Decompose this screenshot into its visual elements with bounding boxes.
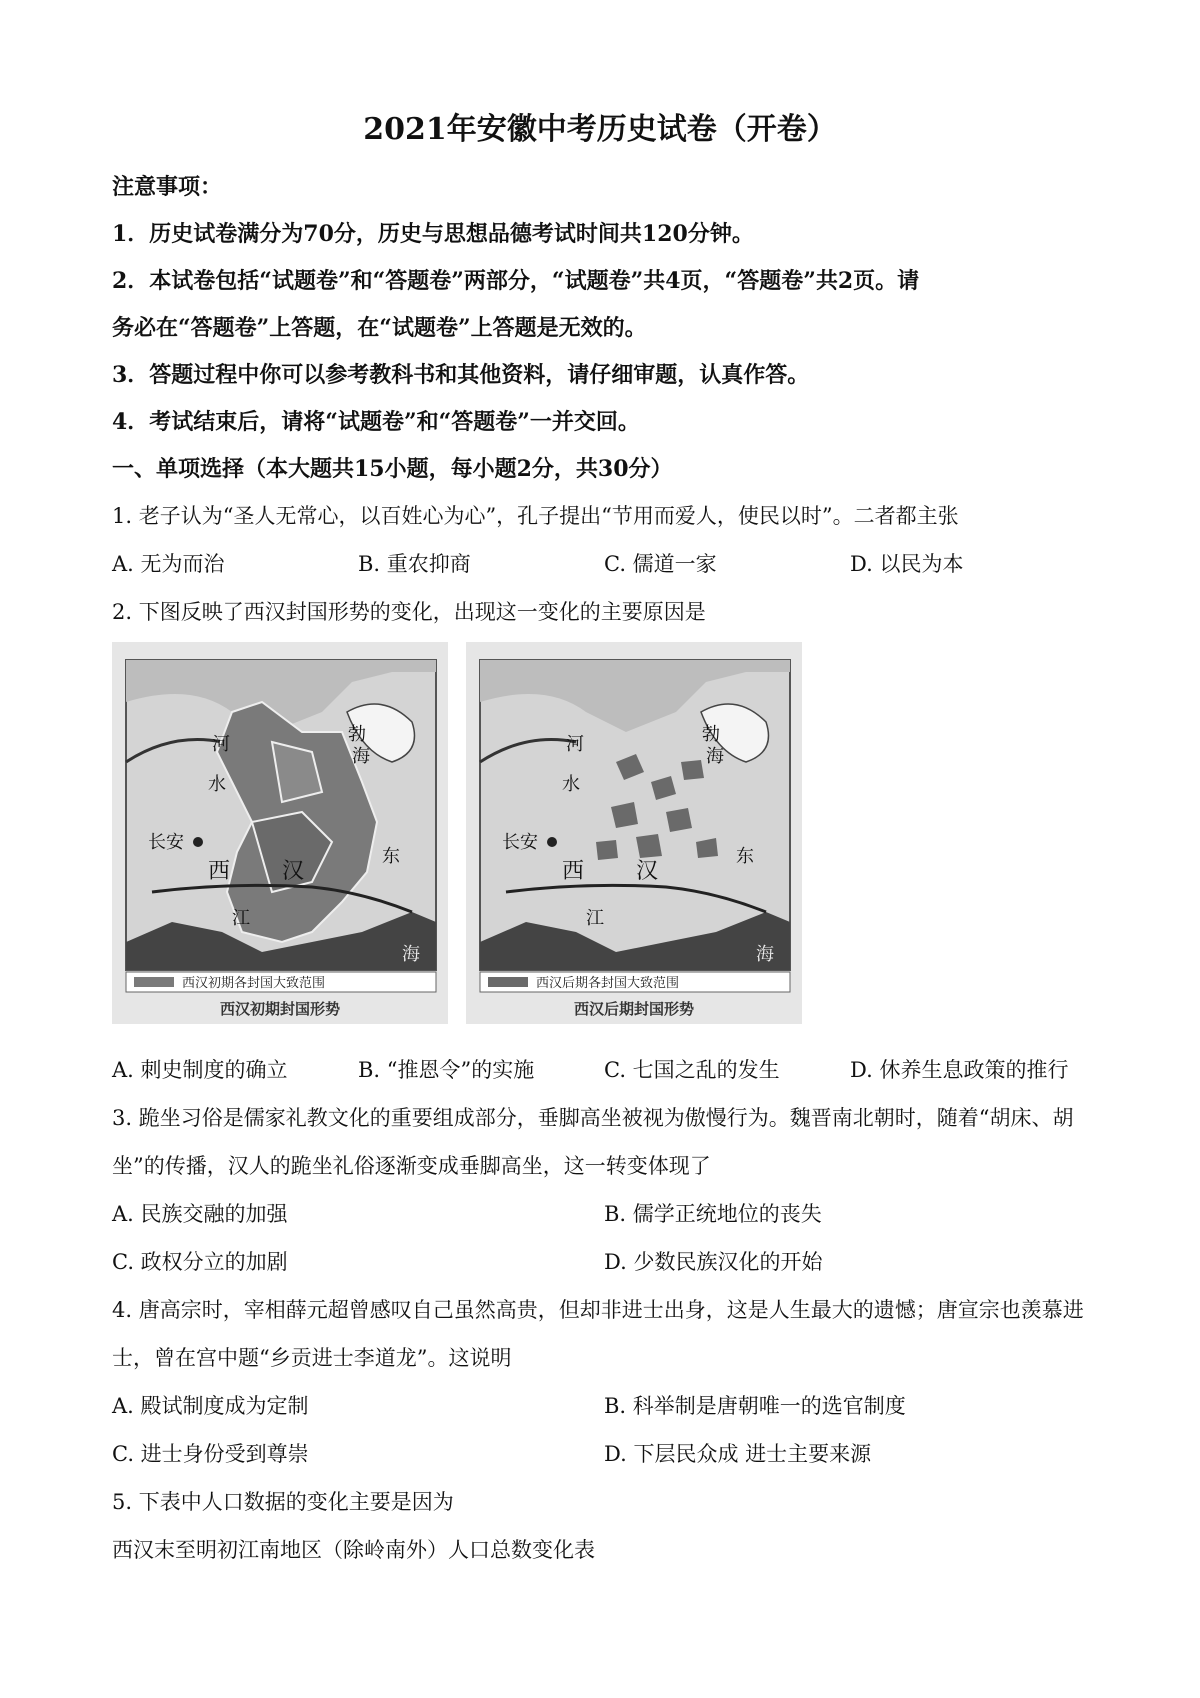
q4-option-a[interactable]: A. 殿试制度成为定制 (112, 1394, 309, 1418)
note-item: 2．本试卷包括“试题卷”和“答题卷”两部分，“试题卷”共4页，“答题卷”共2页。请 (112, 268, 920, 294)
q3-option-a[interactable]: A. 民族交融的加强 (112, 1202, 288, 1226)
q4-option-d[interactable]: D. 下层民众成 进士主要来源 (604, 1442, 872, 1466)
map-label: 河 (212, 734, 230, 754)
q2-option-b[interactable]: B. “推恩令”的实施 (358, 1058, 535, 1082)
map-legend: 西汉初期各封国大致范围 (182, 975, 326, 990)
map-label: 勃 (348, 724, 366, 744)
section-heading: 一、单项选择（本大题共15小题，每小题2分，共30分） (112, 456, 673, 482)
table-title: 西汉末至明初江南地区（除岭南外）人口总数变化表 (112, 1538, 595, 1562)
q4-option-c[interactable]: C. 进士身份受到尊崇 (112, 1442, 309, 1466)
map-label: 海 (402, 944, 420, 964)
map-label: 汉 (282, 858, 305, 883)
question-1-stem: 1. 老子认为“圣人无常心，以百姓心为心”，孔子提出“节用而爱人，使民以时”。二者都主张 (112, 504, 959, 528)
question-2-stem: 2. 下图反映了西汉封国形势的变化，出现这一变化的主要原因是 (112, 600, 706, 624)
map-label: 海 (706, 746, 724, 766)
map-label: 东 (736, 846, 754, 866)
map-label: 长安 (148, 832, 184, 852)
q2-option-a[interactable]: A. 刺史制度的确立 (112, 1058, 288, 1082)
map-late-western-han (466, 642, 802, 1024)
q1-option-c[interactable]: C. 儒道一家 (604, 552, 717, 576)
map-label: 海 (352, 746, 370, 766)
map-label: 江 (586, 908, 604, 928)
note-item: 3．答题过程中你可以参考教科书和其他资料，请仔细审题，认真作答。 (112, 362, 810, 388)
note-item: 务必在“答题卷”上答题，在“试题卷”上答题是无效的。 (112, 315, 647, 341)
map-label: 勃 (702, 724, 720, 744)
question-3-stem: 3. 跪坐习俗是儒家礼教文化的重要组成部分，垂脚高坐被视为傲慢行为。魏晋南北朝时，随着“胡床、胡 (112, 1106, 1074, 1130)
q1-option-a[interactable]: A. 无为而治 (112, 552, 225, 576)
q2-option-d[interactable]: D. 休养生息政策的推行 (850, 1058, 1069, 1082)
question-3-stem: 坐”的传播，汉人的跪坐礼俗逐渐变成垂脚高坐，这一转变体现了 (112, 1154, 711, 1178)
map-early-western-han (112, 642, 448, 1024)
map-label: 长安 (502, 832, 538, 852)
map-label: 汉 (636, 858, 659, 883)
map-label: 江 (232, 908, 250, 928)
map-label: 水 (208, 774, 226, 794)
map-label: 西 (562, 858, 585, 883)
note-item: 4．考试结束后，请将“试题卷”和“答题卷”一并交回。 (112, 409, 640, 435)
q4-option-b[interactable]: B. 科举制是唐朝唯一的选官制度 (604, 1394, 906, 1418)
map-label: 水 (562, 774, 580, 794)
map-legend: 西汉后期各封国大致范围 (536, 975, 680, 990)
han-fiefdom-maps (112, 642, 802, 1024)
q1-option-d[interactable]: D. 以民为本 (850, 552, 964, 576)
map-caption: 西汉初期封国形势 (219, 1001, 341, 1018)
q1-option-b[interactable]: B. 重农抑商 (358, 552, 471, 576)
notes-heading: 注意事项： (112, 174, 223, 200)
q3-option-d[interactable]: D. 少数民族汉化的开始 (604, 1250, 823, 1274)
map-label: 东 (382, 846, 400, 866)
page-title: 2021年安徽中考历史试卷（开卷） (363, 112, 837, 147)
q3-option-b[interactable]: B. 儒学正统地位的丧失 (604, 1202, 822, 1226)
question-4-stem: 4. 唐高宗时，宰相薛元超曾感叹自己虽然高贵，但却非进士出身，这是人生最大的遗憾；唐宣宗也羡慕进 (112, 1298, 1084, 1322)
map-label: 河 (566, 734, 584, 754)
map-caption: 西汉后期封国形势 (573, 1001, 695, 1018)
question-4-stem: 士，曾在宫中题“乡贡进士李道龙”。这说明 (112, 1346, 512, 1370)
question-5-stem: 5. 下表中人口数据的变化主要是因为 (112, 1490, 454, 1514)
q2-option-c[interactable]: C. 七国之乱的发生 (604, 1058, 780, 1082)
note-item: 1．历史试卷满分为70分，历史与思想品德考试时间共120分钟。 (112, 221, 754, 247)
map-label: 海 (756, 944, 774, 964)
map-label: 西 (208, 858, 231, 883)
q3-option-c[interactable]: C. 政权分立的加剧 (112, 1250, 288, 1274)
